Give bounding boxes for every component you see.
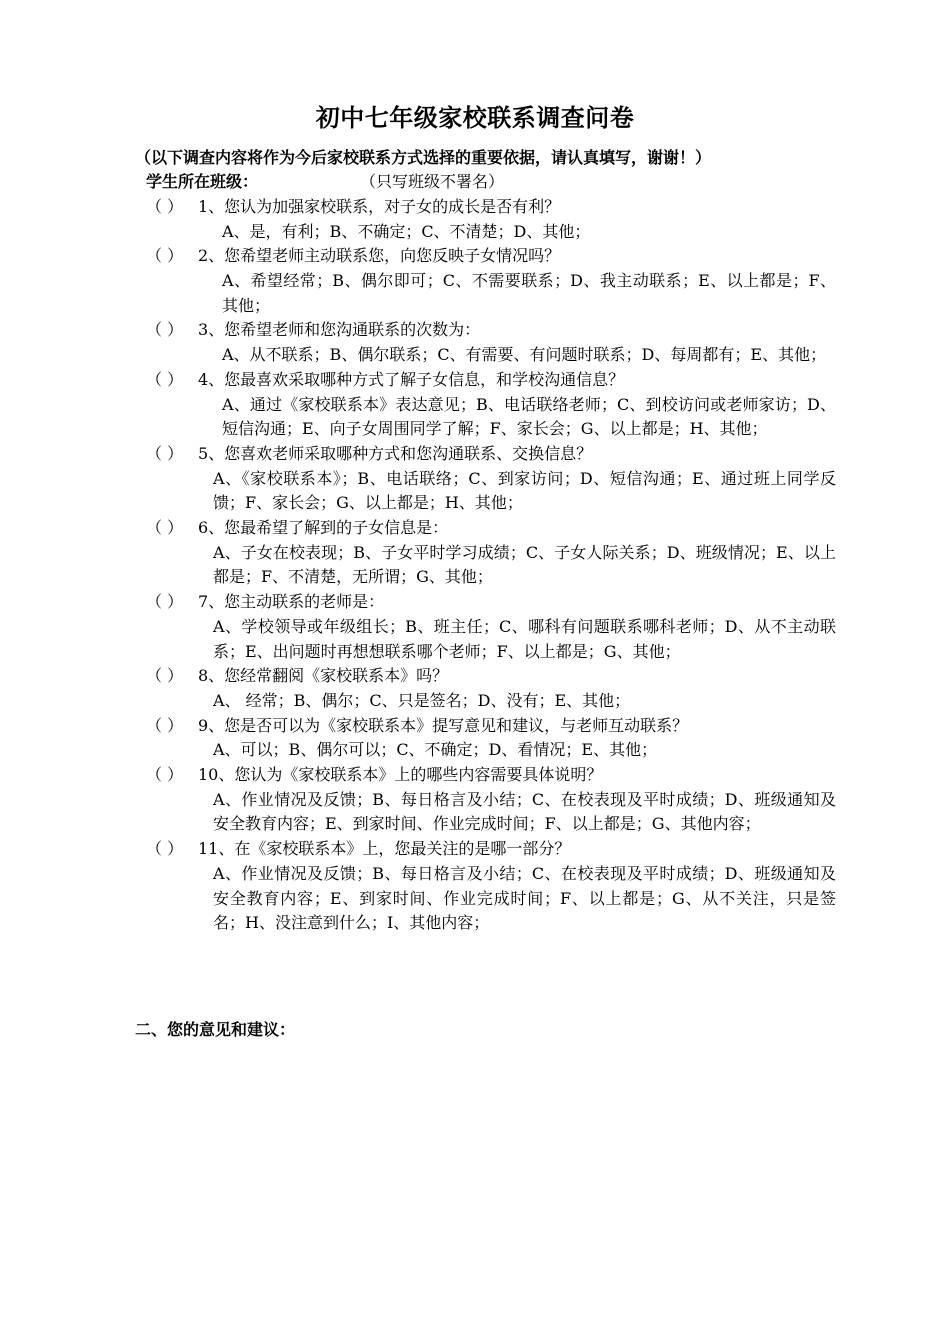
class-hint: （只写班级不署名）	[360, 172, 505, 191]
question-options: A、作业情况及反馈；B、每日格言及小结；C、在校表现及平时成绩；D、班级通知及安全教育内容；E、到家时间、作业完成时间；F、以上都是；G、从不关注，只是签名；H、没注意到什么；I、其他内容；	[213, 863, 836, 933]
question-line	[146, 318, 836, 343]
question-text: 10、您认为《家校联系本》上的哪些内容需要具体说明？	[198, 765, 603, 785]
question-list	[146, 195, 836, 936]
question-line	[146, 590, 836, 615]
question-line	[146, 442, 836, 467]
answer-blank[interactable]: （ ）	[146, 666, 184, 686]
answer-blank[interactable]: （ ）	[146, 320, 184, 340]
question-options: A、从不联系；B、偶尔联系；C、有需要、有问题时联系；D、每周都有；E、其他；	[222, 345, 827, 365]
question-options: A、通过《家校联系本》表达意见；B、电话联络老师；C、到校访问或老师家访；D、短信沟通；E、向子女周围同学了解；F、家长会；G、以上都是；H、其他；	[222, 394, 836, 439]
question-options: A、希望经常；B、偶尔即可；C、不需要联系；D、我主动联系；E、以上都是；F、其他；	[222, 271, 836, 315]
answer-blank[interactable]: （ ）	[146, 197, 184, 216]
question-item	[146, 368, 836, 442]
question-options: A、是，有利；B、不确定；C、不清楚；D、其他；	[222, 221, 591, 241]
question-options: A、可以；B、偶尔可以；C、不确定；D、看情况；E、其他；	[213, 740, 658, 760]
section-opinions-heading: 二、您的意见和建议：	[135, 1020, 296, 1039]
answer-blank[interactable]: （ ）	[146, 369, 184, 389]
question-item	[146, 714, 836, 763]
question-line	[146, 664, 836, 689]
question-text: 7、您主动联系的老师是：	[198, 592, 385, 612]
question-item	[146, 516, 836, 590]
question-text: 9、您是否可以为《家校联系本》提写意见和建议，与老师互动联系？	[198, 715, 689, 735]
question-text: 11、在《家校联系本》上，您最关注的是哪一部分？	[198, 839, 571, 859]
class-label: 学生所在班级：	[146, 172, 259, 191]
question-item	[146, 244, 836, 318]
question-options: A、子女在校表现；B、子女平时学习成绩；C、子女人际关系；D、班级情况；E、以上都是；F、不清楚，无所谓；G、其他；	[213, 542, 836, 587]
answer-blank[interactable]: （ ）	[146, 592, 184, 612]
question-line	[146, 837, 836, 862]
answer-blank[interactable]: （ ）	[146, 518, 184, 538]
question-line	[146, 763, 836, 788]
question-line	[146, 714, 836, 739]
answer-blank[interactable]: （ ）	[146, 839, 184, 859]
answer-blank[interactable]: （ ）	[146, 715, 184, 735]
question-item	[146, 763, 836, 837]
page-title: 初中七年级家校联系调查问卷	[315, 103, 635, 132]
answer-blank[interactable]: （ ）	[146, 246, 184, 266]
question-line	[146, 244, 836, 269]
class-line	[146, 171, 505, 193]
question-item	[146, 442, 836, 516]
question-options: A、《家校联系本》；B、电话联络；C、到家访问；D、短信沟通；E、通过班上同学反馈；F、家长会；G、以上都是；H、其他；	[213, 468, 836, 513]
question-options: A、学校领导或年级组长；B、班主任；C、哪科有问题联系哪科老师；D、从不主动联系；E、出问题时再想想联系哪个老师；F、以上都是；G、其他；	[213, 616, 836, 661]
answer-blank[interactable]: （ ）	[146, 765, 184, 785]
question-text: 5、您喜欢老师采取哪种方式和您沟通联系、交换信息？	[198, 443, 593, 463]
question-line	[146, 195, 836, 220]
question-text: 4、您最喜欢采取哪种方式了解子女信息，和学校沟通信息？	[198, 369, 625, 389]
question-line	[146, 368, 836, 393]
notice-text: （以下调查内容将作为今后家校联系方式选择的重要依据，请认真填写，谢谢！）	[135, 148, 712, 167]
question-options: A、作业情况及反馈；B、每日格言及小结；C、在校表现及平时成绩；D、班级通知及安全教育内容；E、到家时间、作业完成时间；F、以上都是；G、其他内容；	[213, 789, 836, 834]
question-item	[146, 590, 836, 664]
question-text: 3、您希望老师和您沟通联系的次数为：	[198, 320, 481, 340]
question-text: 1、您认为加强家校联系，对子女的成长是否有利？	[198, 197, 561, 216]
question-line	[146, 516, 836, 541]
question-item	[146, 195, 836, 244]
question-item	[146, 318, 836, 367]
question-text: 2、您希望老师主动联系您，向您反映子女情况吗？	[198, 246, 561, 266]
question-options: A、 经常；B、偶尔；C、只是签名；D、没有；E、其他；	[213, 690, 631, 710]
question-text: 6、您最希望了解到的子女信息是：	[198, 518, 449, 538]
question-item	[146, 837, 836, 936]
question-text: 8、您经常翻阅《家校联系本》吗？	[198, 666, 449, 686]
answer-blank[interactable]: （ ）	[146, 443, 184, 463]
question-item	[146, 664, 836, 713]
